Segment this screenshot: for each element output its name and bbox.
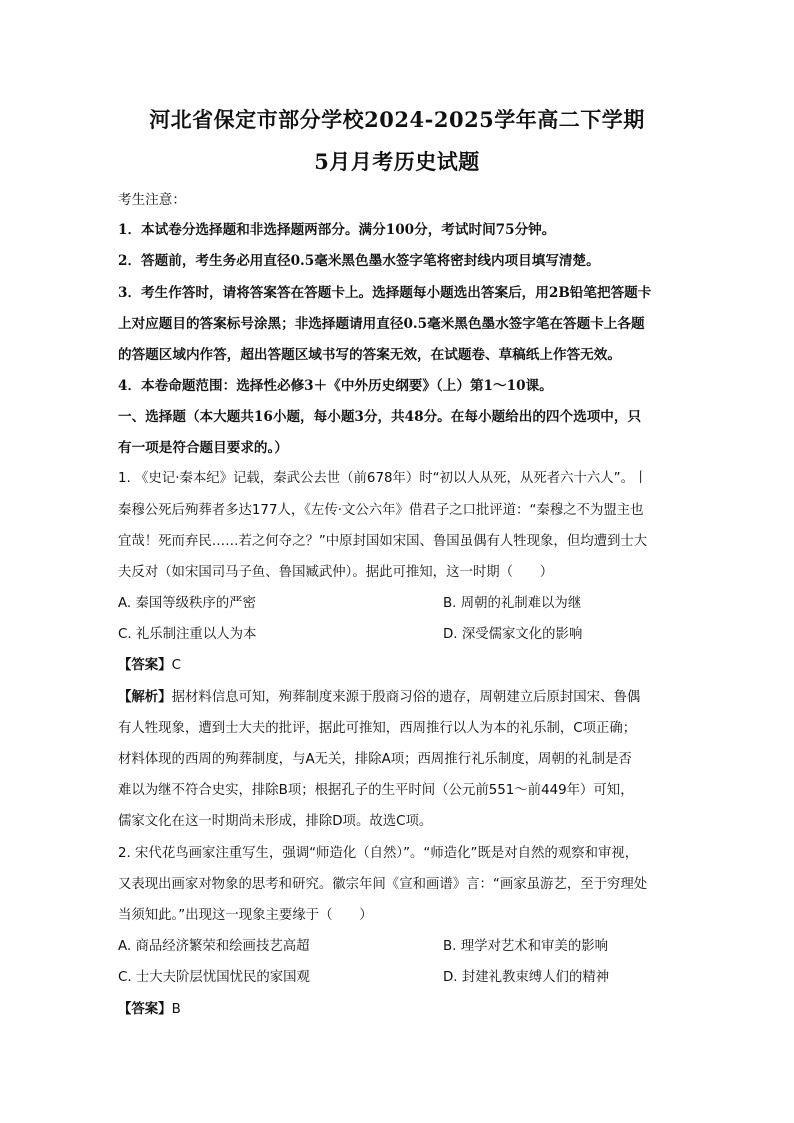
notice-item-1: 1．本试卷分选择题和非选择题两部分。满分100分，考试时间75分钟。	[118, 222, 556, 238]
q1-option-a: A. 秦国等级秩序的严密	[118, 596, 256, 611]
q1-stem-line4: 夫反对（如宋国司马子鱼、鲁国臧武仲）。据此可推知，这一时期（ ）	[118, 565, 554, 580]
q1-answer	[118, 654, 688, 673]
q2-stem-line2: 又表现出画家对物象的思考和研究。徽宗年间《宣和画谱》言：“画家虽游艺，至于穷理处	[118, 877, 648, 892]
q1-analysis-line5: 儒家文化在这一时期尚未形成，排除D项。故选C项。	[118, 814, 433, 829]
q1-analysis-line4: 难以为继不符合史实，排除B项；根据孔子的生平时间（公元前551～前449年）可知，	[118, 783, 634, 798]
q1-answer-label: 【答案】	[118, 658, 172, 673]
q2-stem-line1: 2. 宋代花鸟画家注重写生，强调“师造化（自然）”。“师造化”既是对自然的观察和审视，	[118, 846, 639, 861]
q1-option-b: B. 周朝的礼制难以为继	[443, 596, 582, 611]
section-heading: 一、选择题（本大题共16小题，每小题3分，共48分。在每小题给出的四个选项中，只	[118, 409, 642, 425]
q1-option-d: D. 深受儒家文化的影响	[443, 627, 583, 642]
page-title-line1: 河北省保定市部分学校2024-2025学年高二下学期	[149, 107, 645, 132]
q1-stem-line2: 秦穆公死后殉葬者多达177人，《左传·文公六年》借君子之口批评道：“秦穆之不为盟主也	[118, 503, 644, 518]
notice-item-3: 3．考生作答时，请将答案答在答题卡上。选择题每小题选出答案后，用2B铅笔把答题卡	[118, 285, 652, 301]
q1-analysis-label: 【解析】	[118, 690, 172, 705]
q1-analysis-line1	[118, 686, 688, 705]
q2-option-b: B. 理学对艺术和审美的影响	[443, 939, 608, 954]
q2-stem-line3: 当须知此。”出现这一现象主要缘于（ ）	[118, 908, 373, 923]
q2-option-a: A. 商品经济繁荣和绘画技艺高超	[118, 939, 310, 954]
notice-item-4: 4．本卷命题范围：选择性必修3＋《中外历史纲要》（上）第1～10课。	[118, 378, 553, 394]
notice-item-3-cont2: 的答题区域内作答，超出答题区域书写的答案无效，在试题卷、草稿纸上作答无效。	[118, 347, 621, 363]
q1-stem-line3: 宜哉！死而弃民……若之何夺之？”中原封国如宋国、鲁国虽偶有人牲现象，但均遭到士大	[118, 534, 648, 549]
q2-option-d: D. 封建礼教束缚人们的精神	[443, 970, 610, 985]
q1-analysis-line2: 有人牲现象，遭到士大夫的批评，据此可推知，西周推行以人为本的礼乐制，C项正确；	[118, 721, 637, 736]
q2-answer-label: 【答案】	[118, 1002, 172, 1017]
q2-option-c: C. 士大夫阶层忧国忧民的家国观	[118, 970, 310, 985]
q1-answer-value: C	[171, 658, 181, 673]
page-title-line2: 5月月考历史试题	[314, 149, 480, 174]
q2-answer-value: B	[171, 1002, 181, 1017]
q1-analysis-line3: 材料体现的西周的殉葬制度，与A无关，排除A项；西周推行礼乐制度，周朝的礼制是否	[118, 752, 632, 767]
notice-item-2: 2．答题前，考生务必用直径0.5毫米黑色墨水签字笔将密封线内项目填写清楚。	[118, 253, 600, 269]
notice-heading: 考生注意：	[118, 192, 186, 208]
section-heading-cont: 有一项是符合题目要求的。）	[118, 440, 288, 456]
notice-item-3-cont: 上对应题目的答案标号涂黑；非选择题请用直径0.5毫米黑色墨水签字笔在答题卡上各题	[118, 316, 645, 332]
q1-option-c: C. 礼乐制注重以人为本	[118, 627, 257, 642]
q1-analysis-text-1: 据材料信息可知，殉葬制度来源于殷商习俗的遗存，周朝建立后原封国宋、鲁偶	[171, 690, 641, 705]
q1-stem-line1: 1. 《史记·秦本纪》记载，秦武公去世（前678年）时“初以人从死，从死者六十六人”。丨	[118, 471, 648, 486]
q2-answer	[118, 998, 688, 1017]
